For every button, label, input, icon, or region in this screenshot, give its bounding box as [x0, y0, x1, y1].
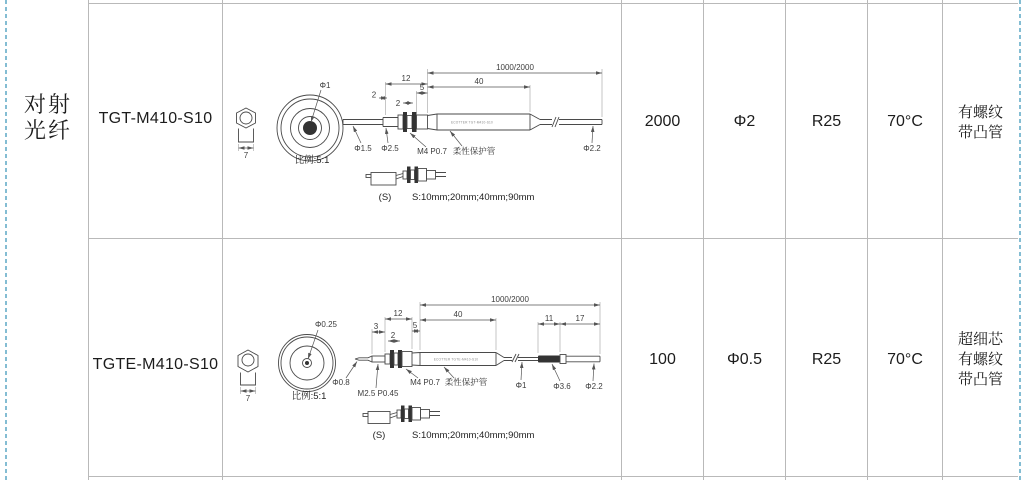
model-text: TGT-M410-S10: [98, 110, 213, 127]
category-line: 对射: [23, 92, 72, 117]
model-text: TGTE-M410-S10: [92, 356, 219, 373]
cable-diameter-label: Φ2.2: [583, 144, 601, 153]
bend-radius: R25: [811, 113, 842, 130]
dim-2a: 2: [371, 90, 377, 100]
feature-line: 带凸管: [957, 124, 1003, 141]
cable-diameter-label: Φ2.2: [585, 382, 603, 391]
body-marking: ECOTTER TGT-M410-S10: [450, 120, 494, 125]
grid-line: [785, 0, 786, 480]
feature-cell: [943, 329, 1018, 391]
fiber-diameter: Φ2: [733, 113, 756, 130]
boot-diameter-label: Φ3.6: [553, 382, 571, 391]
nut-width-label: 7: [243, 151, 249, 160]
dim-total: 1000/2000: [491, 295, 529, 304]
s-options: S:10mm;20mm;40mm;90mm: [412, 192, 535, 203]
body-marking: ECOTTER TGTE-M410-S10: [433, 357, 479, 362]
max-temperature: 70°C: [887, 351, 923, 368]
grid-line: [703, 0, 704, 480]
sleeve-label: 柔性保护管: [452, 146, 496, 156]
bend-radius: R25: [811, 351, 842, 368]
s-variant-view: [366, 167, 535, 204]
fiber-face-view: [277, 81, 343, 166]
s-options: S:10mm;20mm;40mm;90mm: [412, 430, 535, 441]
tip-diameter-label: Φ1.5: [354, 144, 372, 153]
dim-5: 5: [419, 83, 425, 92]
tip-diameter-label: Φ0.8: [332, 378, 350, 387]
step-diameter-label: Φ2.5: [381, 144, 399, 153]
fiber-face-view: [279, 320, 338, 402]
fiber-mid-diameter-label: Φ1: [515, 381, 527, 390]
page-edge-right: [1019, 0, 1021, 480]
side-view: [355, 350, 600, 368]
s-label: (S): [378, 192, 392, 203]
dim-12: 12: [393, 309, 403, 318]
feature-line: 有螺纹: [957, 104, 1003, 121]
dim-40: 40: [453, 310, 463, 319]
dim-3: 3: [373, 322, 379, 331]
dim-total: 1000/2000: [496, 63, 534, 72]
max-temperature: 70°C: [887, 113, 923, 130]
grid-line: [88, 0, 89, 480]
nut-width-label: 7: [245, 394, 251, 403]
dim-2b: 2: [395, 99, 401, 108]
sensing-distance-cell: [622, 112, 703, 132]
face-diameter-label: Φ1: [319, 81, 331, 90]
category-cell: [8, 91, 88, 145]
model-cell: [89, 110, 222, 128]
dim-17: 17: [575, 314, 585, 323]
grid-line: [621, 0, 622, 480]
s-label: (S): [372, 430, 386, 441]
grid-line: [88, 476, 1018, 477]
fiber-diameter: Φ0.5: [726, 351, 762, 368]
dim-11: 11: [544, 314, 554, 323]
feature-cell: [943, 102, 1018, 144]
sensing-distance: 100: [649, 351, 676, 368]
hex-nut-view: [237, 108, 256, 160]
temperature-cell: [868, 112, 942, 132]
side-view: [343, 112, 602, 132]
page-edge-left: [5, 0, 7, 480]
bend-radius-cell: [786, 350, 867, 370]
grid-line: [942, 0, 943, 480]
feature-line: 带凸管: [957, 371, 1003, 388]
dim-2: 2: [390, 331, 396, 340]
hex-nut-view: [238, 350, 258, 403]
face-diameter-label: Φ0.25: [315, 320, 337, 329]
dimension-drawing-row2: [222, 238, 621, 476]
model-cell: [89, 356, 222, 374]
sensing-distance-cell: [622, 350, 703, 370]
s-variant-view: [363, 406, 535, 442]
dimension-drawing-row1: [222, 3, 621, 236]
sensing-distance: 2000: [644, 113, 681, 130]
category-line: 光纤: [23, 118, 72, 143]
fiber-diameter-cell: [704, 350, 785, 370]
feature-line: 有螺纹: [957, 351, 1003, 368]
thread-label: M4 P0.7: [417, 147, 447, 156]
bend-radius-cell: [786, 112, 867, 132]
grid-line: [867, 0, 868, 480]
scale-label: 比例:5:1: [294, 155, 330, 166]
dim-5: 5: [412, 321, 418, 330]
dim-12: 12: [401, 74, 411, 83]
dimensions: [372, 63, 602, 117]
feature-line: 超细芯: [957, 331, 1003, 348]
callouts: [353, 126, 601, 156]
thread-label: M4 P0.7: [410, 378, 440, 387]
tip-thread-label: M2.5 P0.45: [357, 389, 399, 398]
temperature-cell: [868, 350, 942, 370]
dim-40: 40: [474, 77, 484, 86]
scale-label: 比例:5:1: [291, 391, 327, 402]
callouts: [332, 362, 603, 399]
dimensions: [372, 295, 600, 354]
sleeve-label: 柔性保护管: [444, 377, 488, 387]
fiber-diameter-cell: [704, 112, 785, 132]
